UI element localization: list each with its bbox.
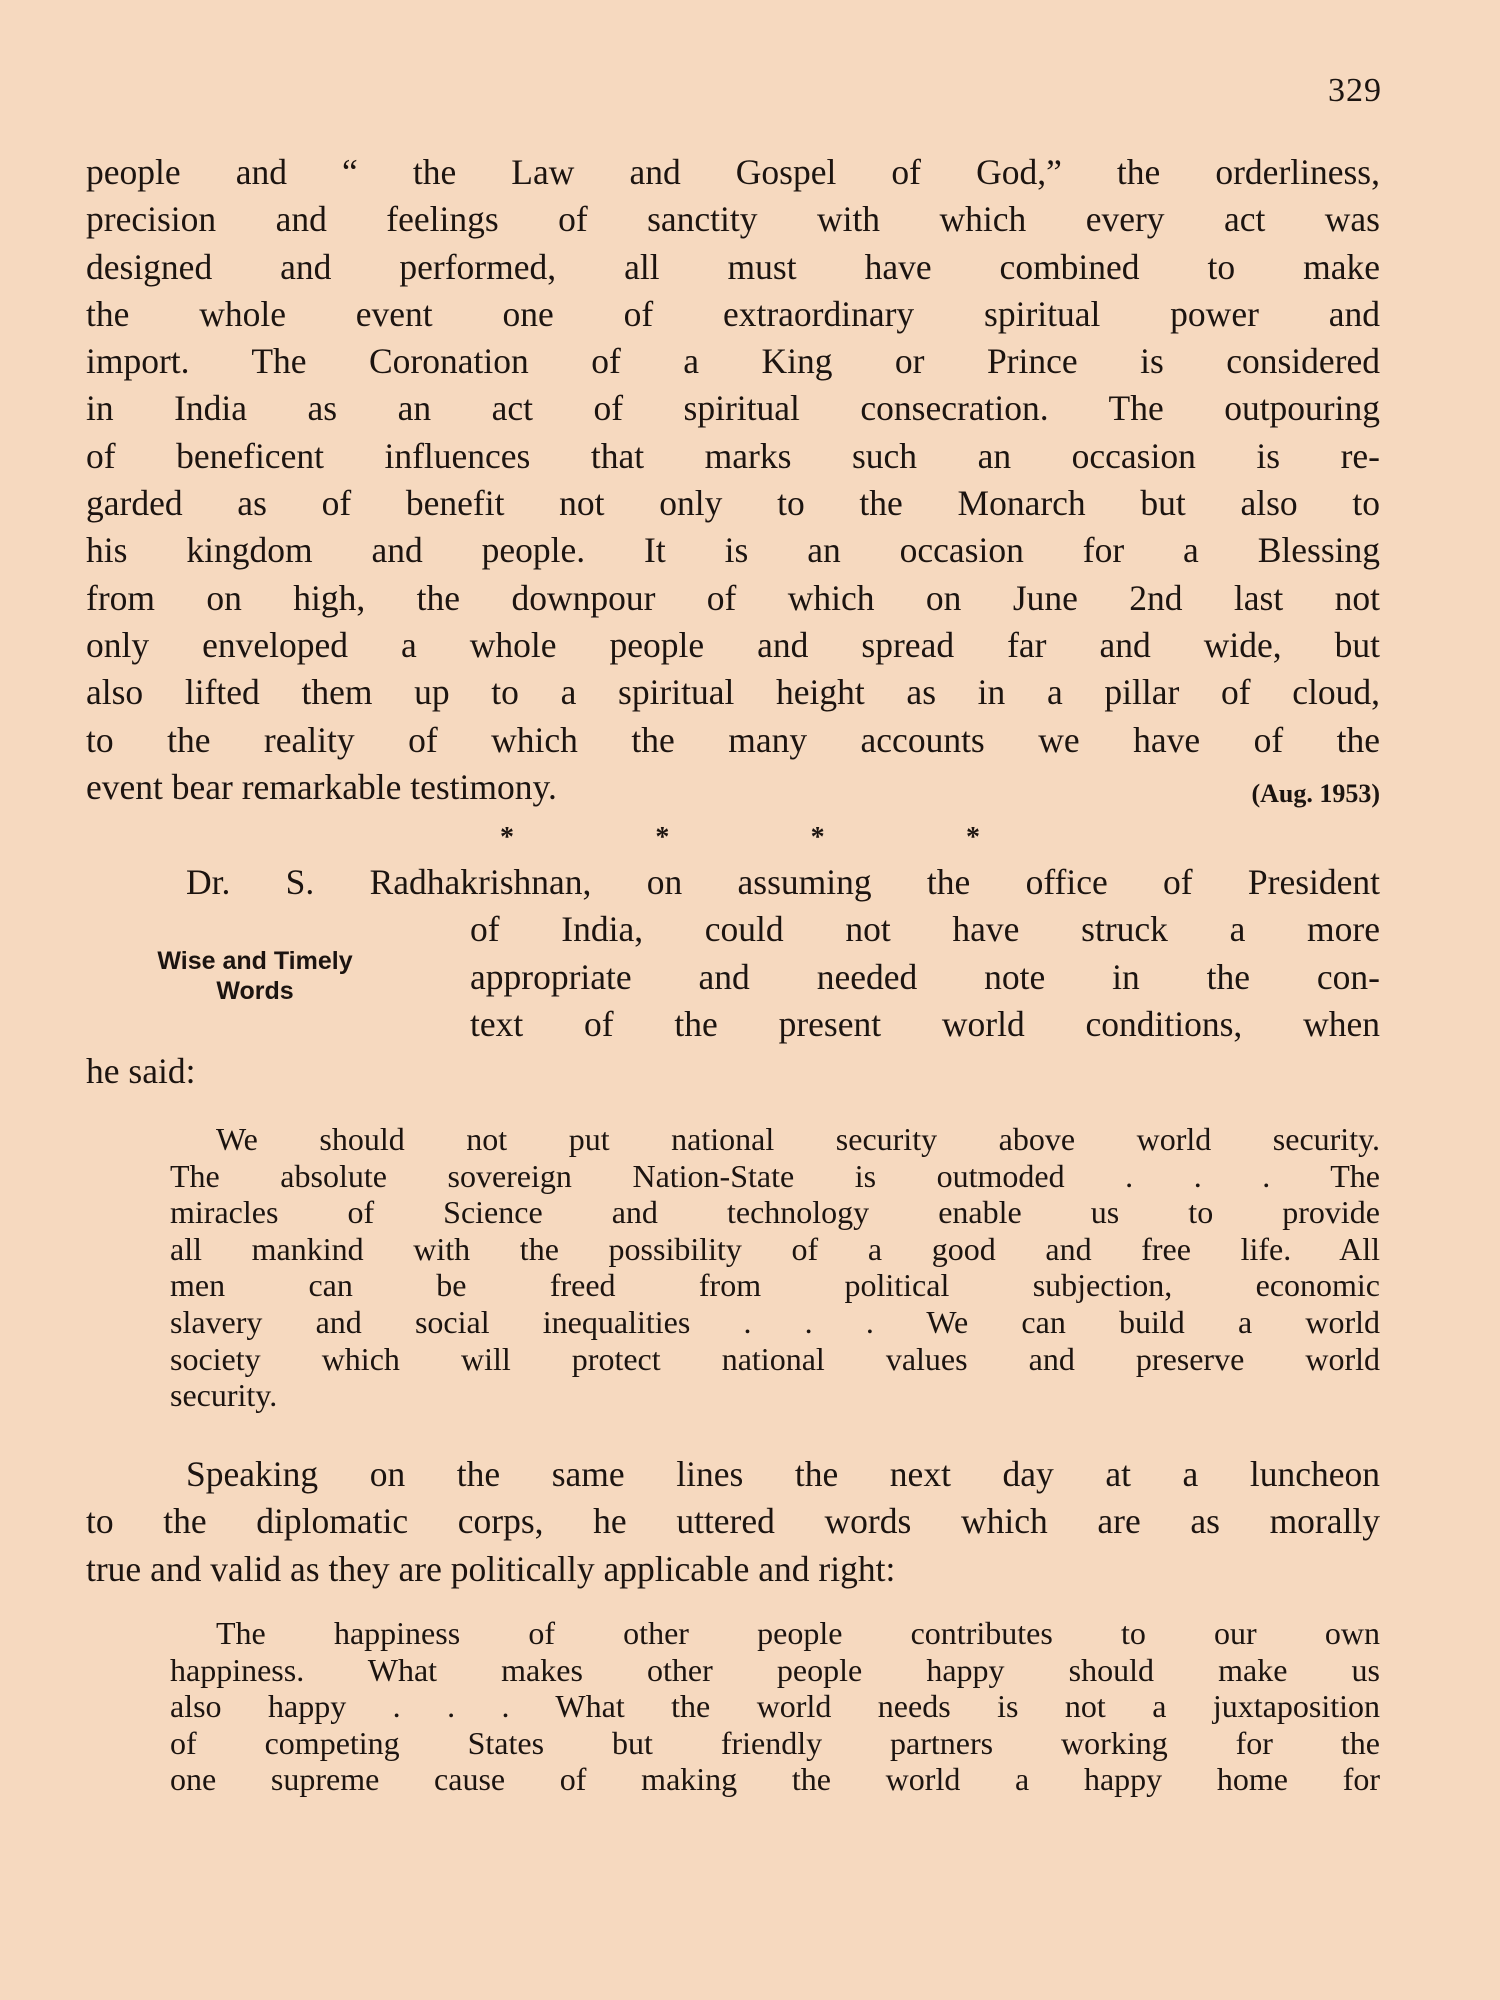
text-line: of India, could not have struck a more	[470, 909, 1380, 950]
text-line: text of the present world conditions, when	[470, 1003, 1380, 1044]
block-quote-2	[170, 1615, 1380, 1798]
quote-line: The absolute sovereign Nation-State is outmoded . . . The	[170, 1157, 1380, 1194]
quote-line: We should not put national security above world security.	[216, 1121, 1380, 1157]
dateline: (Aug. 1953)	[1251, 778, 1380, 808]
quote-line: The happiness of other people contributes to our own	[216, 1615, 1380, 1651]
block-quote-1	[170, 1121, 1380, 1414]
lead-paragraph	[86, 149, 1380, 811]
quote-line: security.	[170, 1377, 278, 1414]
quote-line: all mankind with the possibility of a good and free life. All	[170, 1230, 1380, 1267]
text-line: also lifted them up to a spiritual height as in a pillar of cloud,	[86, 672, 1380, 713]
separator-star: *	[810, 822, 825, 853]
text-line: Dr. S. Radhakrishnan, on assuming the office of President	[186, 862, 1380, 902]
text-line: garded as of benefit not only to the Monarch but also to	[86, 483, 1380, 524]
text-line: Speaking on the same lines the next day at a luncheon	[186, 1454, 1380, 1494]
text-line: precision and feelings of sanctity with which every act was	[86, 199, 1380, 240]
second-paragraph	[86, 859, 1380, 1095]
separator-star: *	[965, 822, 980, 853]
text-line: from on high, the downpour of which on June 2nd last not	[86, 577, 1380, 618]
closing-text: event bear remarkable testimony.	[86, 766, 557, 807]
quote-line: men can be freed from political subjection, economic	[170, 1267, 1380, 1304]
quote-line: of competing States but friendly partners working for the	[170, 1724, 1380, 1761]
margin-heading-line2: Words	[216, 977, 294, 1005]
text-line: people and “ the Law and Gospel of God,” the orderliness,	[86, 152, 1380, 192]
separator-star: *	[655, 822, 670, 853]
text-line: to the reality of which the many accounts we have of the	[86, 719, 1380, 760]
text-line: the whole event one of extraordinary spiritual power and	[86, 293, 1380, 334]
text-line: his kingdom and people. It is an occasion for a Blessing	[86, 530, 1380, 571]
page-number: 329	[1328, 72, 1382, 109]
third-paragraph	[86, 1451, 1380, 1593]
margin-heading-line1: Wise and Timely	[157, 947, 353, 975]
section-separator	[500, 822, 980, 854]
text-line: only enveloped a whole people and spread far and wide, but	[86, 624, 1380, 665]
quote-line: slavery and social inequalities . . . We can build a world	[170, 1303, 1380, 1340]
quote-line: one supreme cause of making the world a happy home for	[170, 1761, 1380, 1798]
text-line: appropriate and needed note in the con-	[470, 956, 1380, 997]
text-line: import. The Coronation of a King or Prince is considered	[86, 341, 1380, 382]
quote-line: happiness. What makes other people happy should make us	[170, 1651, 1380, 1688]
text-line: to the diplomatic corps, he uttered words which are as morally	[86, 1501, 1380, 1542]
text-line: in India as an act of spiritual consecration. The outpouring	[86, 388, 1380, 429]
quote-line: society which will protect national values and preserve world	[170, 1340, 1380, 1377]
text-line-last	[86, 764, 1380, 811]
text-line: true and valid as they are politically applicable and right:	[86, 1548, 896, 1589]
quote-line: miracles of Science and technology enable us to provide	[170, 1194, 1380, 1231]
text-line: he said:	[86, 1051, 196, 1092]
separator-star: *	[500, 822, 514, 853]
text-line: designed and performed, all must have combined to make	[86, 246, 1380, 287]
text-line: of beneficent influences that marks such an occasion is re-	[86, 435, 1380, 476]
quote-line: also happy . . . What the world needs is not a juxtaposition	[170, 1688, 1380, 1725]
